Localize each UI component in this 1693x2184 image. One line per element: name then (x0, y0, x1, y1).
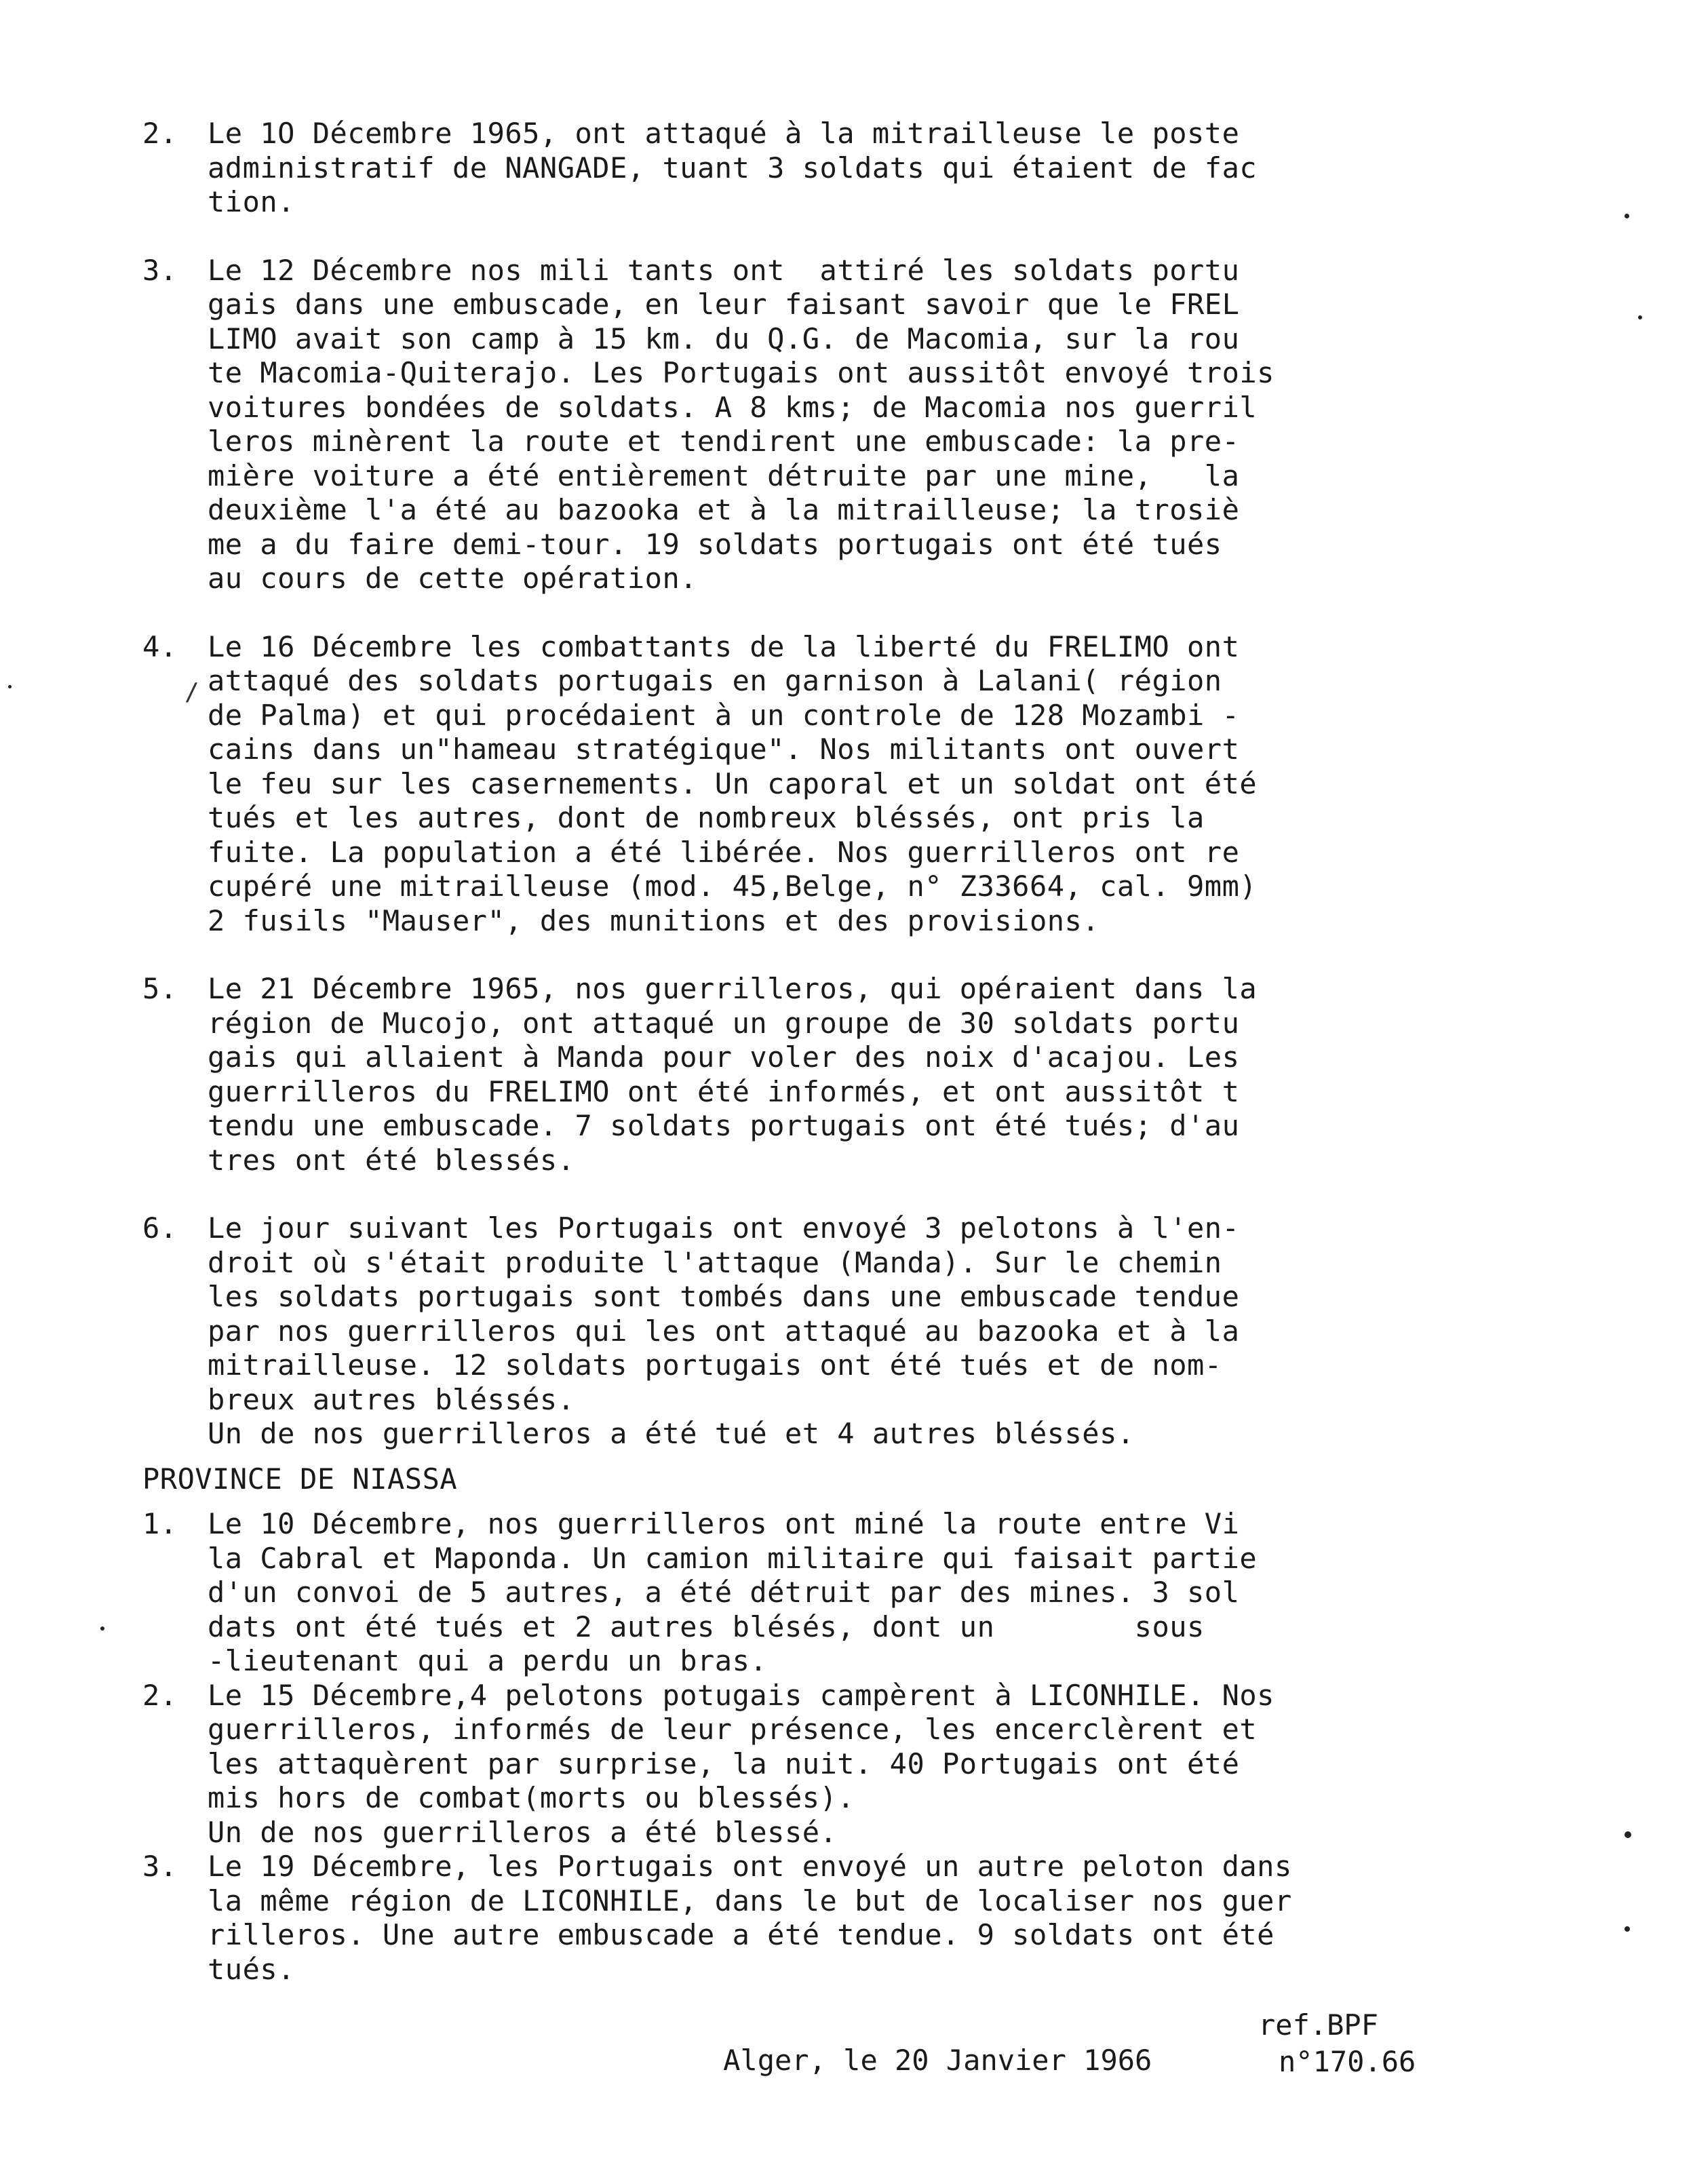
text-line: droit où s'était produite l'attaque (Manda). Sur le chemin (208, 1245, 1222, 1279)
text-line: attaqué des soldats portugais en garnison à Lalani( région (208, 664, 1222, 697)
text-line: les soldats portugais sont tombés dans une embuscade tendue (208, 1280, 1240, 1313)
item-number: 3. (142, 253, 178, 287)
text-line: -lieutenant qui a perdu un bras. (208, 1644, 768, 1677)
list-item (142, 1507, 1526, 1679)
reference-label: ref.BPF (1258, 2008, 1379, 2042)
text-line: mitrailleuse. 12 soldats portugais ont été tués et de nom- (208, 1348, 1222, 1382)
text-line: de Palma) et qui procédaient à un controle de 128 Mozambi - (208, 698, 1240, 732)
text-line: dats ont été tués et 2 autres blésés, dont un sous (208, 1610, 1205, 1643)
text-line: tres ont été blessés. (208, 1143, 575, 1177)
text-line: tion. (208, 185, 295, 218)
text-line: gais qui allaient à Manda pour voler des noix d'acajou. Les (208, 1040, 1240, 1074)
text-line: 2 fusils "Mauser", des munitions et des provisions. (208, 903, 1100, 937)
scan-speck (1624, 214, 1629, 218)
text-line: te Macomia-Quiterajo. Les Portugais ont aussitôt envoyé trois (208, 356, 1274, 389)
place-date: Alger, le 20 Janvier 1966 (723, 2044, 1152, 2077)
item-number: 2. (142, 1678, 178, 1712)
scan-speck (1638, 315, 1642, 319)
scan-speck (1624, 1831, 1631, 1838)
item-number: 2. (142, 117, 178, 150)
text-line: leros minèrent la route et tendirent une embuscade: la pre- (208, 425, 1240, 458)
text-line: par nos guerrilleros qui les ont attaqué au bazooka et à la (208, 1314, 1240, 1348)
document-body (142, 117, 1526, 1987)
list-item (142, 117, 1526, 220)
scan-speck (1624, 1926, 1630, 1932)
document-footer (655, 2008, 1416, 2184)
text-line: cupéré une mitrailleuse (mod. 45,Belge, n° Z33664, cal. 9mm) (208, 870, 1258, 903)
list-item (142, 1211, 1526, 1451)
text-line: les attaquèrent par surprise, la nuit. 40 Portugais ont été (208, 1747, 1240, 1780)
margin-mark: / (184, 678, 199, 706)
text-line: Un de nos guerrilleros a été blessé. (208, 1815, 838, 1849)
item-number: 3. (142, 1850, 178, 1883)
text-line: mis hors de combat(morts ou blessés). (208, 1781, 855, 1814)
text-line: le feu sur les casernements. Un caporal et un soldat ont été (208, 766, 1258, 800)
reference-number: n°170.66 (1279, 2045, 1416, 2078)
text-line: la même région de LICONHILE, dans le but de localiser nos guer (208, 1884, 1292, 1917)
text-line: Le 19 Décembre, les Portugais ont envoyé un autre peloton dans (208, 1850, 1292, 1883)
text-line: me a du faire demi-tour. 19 soldats portugais ont été tués (208, 527, 1222, 561)
text-line: Le 10 Décembre, nos guerrilleros ont miné la route entre Vi (208, 1507, 1240, 1540)
text-line: Le 21 Décembre 1965, nos guerrilleros, qui opéraient dans la (208, 972, 1258, 1005)
list-item (142, 630, 1526, 939)
text-line: Le 1O Décembre 1965, ont attaqué à la mitrailleuse le poste (208, 117, 1240, 150)
text-line: LIMO avait son camp à 15 km. du Q.G. de Macomia, sur la rou (208, 321, 1240, 355)
text-line: breux autres bléssés. (208, 1382, 575, 1416)
list-item (142, 972, 1526, 1177)
text-line: administratif de NANGADE, tuant 3 soldats qui étaient de fac (208, 151, 1258, 184)
text-line: rilleros. Une autre embuscade a été tendue. 9 soldats ont été (208, 1918, 1274, 1951)
text-line: la Cabral et Maponda. Un camion militaire qui faisait partie (208, 1541, 1258, 1575)
scan-speck (100, 1626, 104, 1631)
item-number: 4. (142, 629, 178, 663)
item-number: 6. (142, 1211, 178, 1245)
text-line: cains dans un"hameau stratégique". Nos militants ont ouvert (208, 733, 1240, 766)
text-line: tués. (208, 1952, 295, 1986)
item-number: 5. (142, 972, 178, 1005)
text-line: gais dans une embuscade, en leur faisant savoir que le FREL (208, 288, 1240, 321)
text-line: Le 16 Décembre les combattants de la liberté du FRELIMO ont (208, 629, 1240, 663)
text-line: tués et les autres, dont de nombreux bléssés, ont pris la (208, 801, 1205, 834)
item-number: 1. (142, 1507, 178, 1540)
text-line: Un de nos guerrilleros a été tué et 4 autres bléssés. (208, 1417, 1135, 1450)
text-line: région de Mucojo, ont attaqué un groupe de 30 soldats portu (208, 1006, 1240, 1040)
text-line: Le jour suivant les Portugais ont envoyé 3 pelotons à l'en- (208, 1211, 1240, 1245)
text-line: mière voiture a été entièrement détruite par une mine, la (208, 459, 1240, 492)
list-item (142, 1850, 1526, 1987)
province-heading: PROVINCE DE NIASSA (142, 1462, 458, 1496)
text-line: Le 12 Décembre nos mili tants ont attiré les soldats portu (208, 253, 1240, 287)
text-line: Le 15 Décembre,4 pelotons potugais campèrent à LICONHILE. Nos (208, 1678, 1274, 1712)
text-line: deuxième l'a été au bazooka et à la mitrailleuse; la trosiè (208, 493, 1240, 526)
text-line: voitures bondées de soldats. A 8 kms; de Macomia nos guerril (208, 390, 1258, 424)
text-line: fuite. La population a été libérée. Nos guerrilleros ont re (208, 835, 1240, 869)
list-item (142, 1679, 1526, 1850)
text-line: guerrilleros, informés de leur présence, les encerclèrent et (208, 1713, 1258, 1746)
text-line: au cours de cette opération. (208, 562, 698, 595)
text-line: d'un convoi de 5 autres, a été détruit par des mines. 3 sol (208, 1576, 1240, 1609)
list-item (142, 254, 1526, 596)
scan-speck (8, 685, 12, 688)
text-line: guerrilleros du FRELIMO ont été informés, et ont aussitôt t (208, 1074, 1240, 1108)
text-line: tendu une embuscade. 7 soldats portugais ont été tués; d'au (208, 1109, 1240, 1142)
